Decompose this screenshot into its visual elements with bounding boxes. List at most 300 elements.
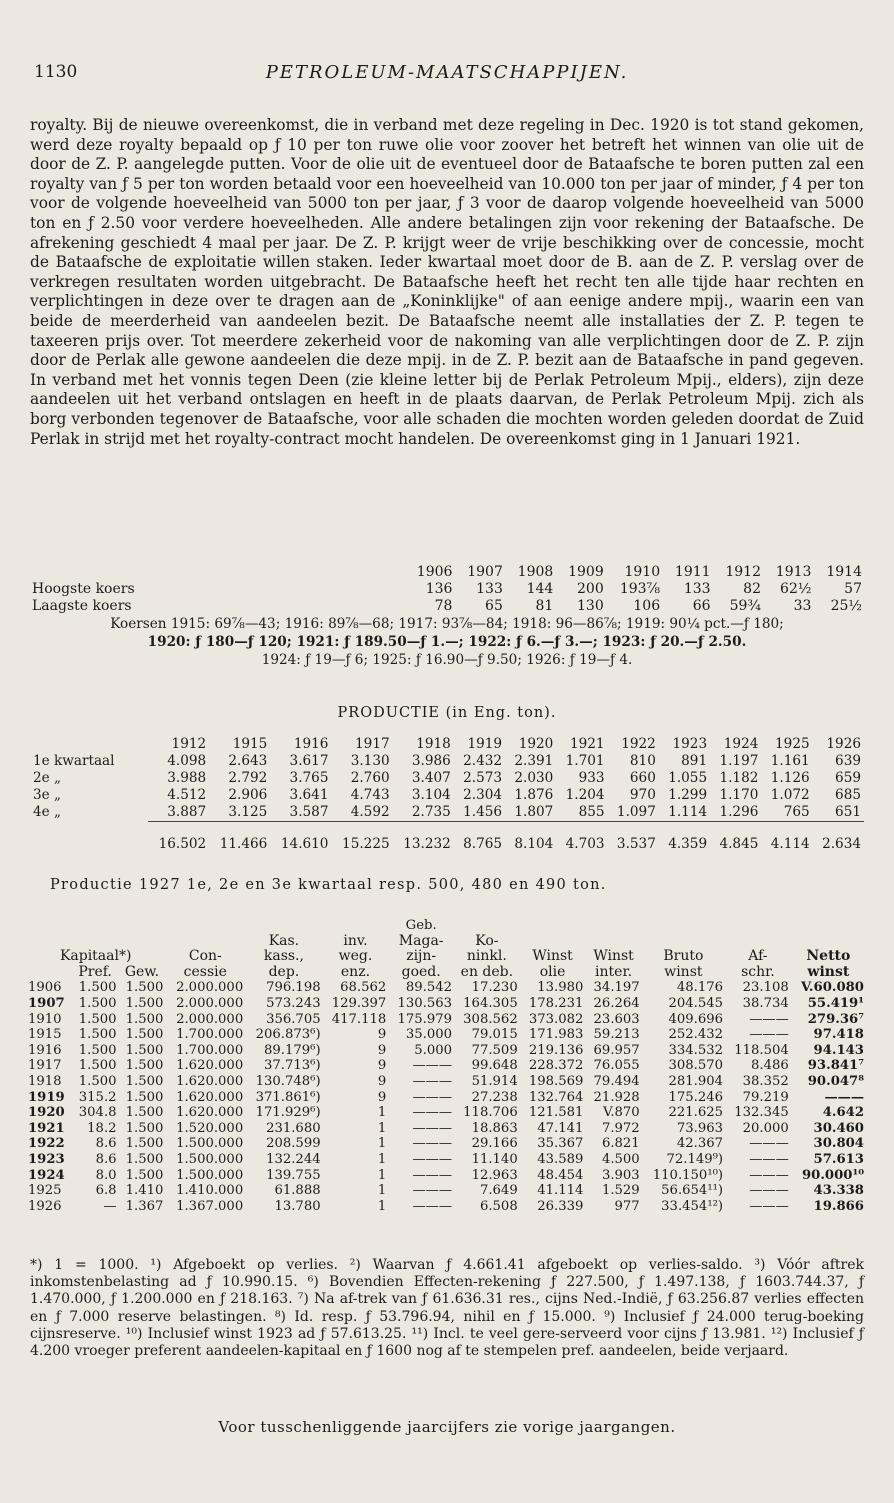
financial-value: 130.748⁶) — [255, 1073, 321, 1089]
financial-header-top — [26, 918, 866, 934]
financial-value: 1.500 — [125, 1058, 164, 1074]
financial-value: 171.983 — [528, 1027, 584, 1043]
financial-value: 206.873⁶) — [255, 1027, 321, 1043]
production-value: 2.643 — [228, 753, 268, 769]
quote-row — [30, 598, 864, 615]
financial-row — [26, 980, 866, 996]
price-quotes — [30, 564, 864, 669]
hdr-bruto-winst: winst — [664, 963, 703, 980]
quote-row — [30, 581, 864, 598]
hdr-weg: weg. — [338, 948, 373, 965]
production-total: 8.765 — [454, 822, 505, 854]
production-value: 1.170 — [719, 787, 759, 803]
financial-row — [26, 1168, 866, 1184]
production-year: 1919 — [467, 736, 503, 752]
hdr-winst-2: Winst — [593, 948, 634, 965]
production-total: 3.537 — [608, 822, 659, 854]
financial-value: 61.888 — [274, 1183, 321, 1199]
financial-value: 90.000¹⁰ — [801, 1167, 864, 1183]
financial-value: 1.500 — [78, 1011, 117, 1027]
financial-value: 1.520.000 — [176, 1120, 244, 1136]
production-value: 3.887 — [167, 804, 207, 820]
quote-year: 1908 — [517, 564, 554, 580]
financial-row — [26, 1121, 866, 1137]
financial-value: 281.904 — [668, 1073, 724, 1089]
production-value: 3.125 — [228, 804, 268, 820]
financial-row — [26, 1183, 866, 1199]
financial-value: 57.613 — [813, 1151, 864, 1167]
production-value: 4.743 — [350, 787, 390, 803]
financial-year: 1921 — [28, 1120, 65, 1136]
hdr-netto-winst: winst — [807, 963, 850, 980]
financial-value: ——— — [412, 1198, 453, 1214]
production-value: 2.906 — [228, 787, 268, 803]
hdr-gew: Gew. — [124, 963, 160, 980]
financial-value: 1.410 — [125, 1183, 164, 1199]
production-row — [30, 787, 864, 804]
financial-value: 1.500 — [125, 1151, 164, 1167]
financial-value: ——— — [412, 1105, 453, 1121]
financial-value: 977 — [614, 1198, 640, 1214]
financial-value: 11.140 — [471, 1151, 518, 1167]
financial-value: 48.176 — [676, 980, 724, 996]
quote-year: 1907 — [467, 564, 503, 580]
production-value: 1.204 — [565, 787, 605, 803]
financial-value: ——— — [412, 1120, 453, 1136]
financial-value: 8.486 — [750, 1058, 789, 1074]
financial-value: 1 — [377, 1167, 387, 1183]
financial-value: 41.114 — [537, 1183, 584, 1199]
financial-value: 33.454¹²) — [661, 1198, 724, 1214]
financial-value: 130.563 — [397, 995, 453, 1011]
financial-value: 208.599 — [266, 1136, 321, 1152]
production-total: 4.114 — [761, 822, 812, 854]
financial-value: 175.979 — [397, 1011, 453, 1027]
financial-value: 1.620.000 — [176, 1073, 244, 1089]
production-value: 2.432 — [463, 753, 503, 769]
production-value: 2.792 — [228, 770, 268, 786]
financial-value: 1.500 — [78, 995, 117, 1011]
production-year: 1918 — [416, 736, 451, 752]
financial-value: ——— — [412, 1073, 453, 1089]
production-title: PRODUCTIE (in Eng. ton). — [337, 705, 557, 721]
financial-value: 118.504 — [734, 1042, 789, 1058]
financial-value: ——— — [749, 1167, 789, 1183]
financial-row — [26, 1012, 866, 1028]
production-value: 659 — [835, 770, 861, 786]
hdr-af: Af- — [748, 948, 768, 965]
production-year: 1917 — [355, 736, 390, 752]
production-value: 2.573 — [463, 770, 503, 786]
financial-value: 89.179⁶) — [264, 1042, 321, 1058]
financial-value: 43.589 — [537, 1151, 584, 1167]
production-block — [30, 736, 864, 853]
financial-value: 26.339 — [537, 1198, 584, 1214]
financial-value: 7.649 — [479, 1183, 518, 1199]
financial-value: 356.705 — [266, 1011, 321, 1027]
financial-value: 315.2 — [78, 1089, 117, 1105]
financial-value: 417.118 — [331, 1011, 387, 1027]
production-value: 1.126 — [770, 770, 810, 786]
production-year: 1926 — [826, 736, 861, 752]
financial-year: 1922 — [28, 1136, 65, 1152]
financial-row — [26, 1105, 866, 1121]
financial-value: 20.000 — [742, 1120, 789, 1136]
financial-value: 13.980 — [537, 980, 584, 996]
production-value: 2.304 — [463, 787, 503, 803]
financial-table — [26, 918, 866, 1214]
financial-value: 99.648 — [471, 1058, 518, 1074]
financial-row — [26, 1027, 866, 1043]
financial-value: ——— — [749, 1151, 789, 1167]
production-value: 3.986 — [411, 753, 451, 769]
financial-value: 94.143 — [813, 1042, 864, 1058]
financial-year: 1919 — [28, 1089, 65, 1105]
quotes-note-2: 1920: ƒ 180—ƒ 120; 1921: ƒ 189.50—ƒ 1.—; 1922: ƒ 6.—ƒ 3.—; 1923: ƒ 20.—ƒ 2.50. — [147, 634, 747, 650]
quote-row-label: Laagste koers — [32, 598, 132, 614]
production-row — [30, 770, 864, 787]
financial-value: 1.367.000 — [176, 1198, 244, 1214]
production-value: 933 — [578, 770, 605, 786]
production-total: 4.703 — [556, 822, 607, 854]
financial-value: 1.500 — [125, 1089, 164, 1105]
production-value: 685 — [835, 787, 861, 803]
quote-value: 59¾ — [729, 598, 761, 614]
hdr-enz: enz. — [340, 963, 371, 980]
closing-line: Voor tusschenliggende jaarcijfers zie vorige jaargangen. — [218, 1418, 676, 1436]
production-value: 3.617 — [289, 753, 329, 769]
financial-header-sub — [26, 965, 866, 981]
production-value: 3.765 — [289, 770, 329, 786]
production-total: 11.466 — [209, 822, 270, 854]
financial-value: 1 — [377, 1151, 387, 1167]
production-total: 4.845 — [710, 822, 761, 854]
financial-value: ——— — [412, 1136, 453, 1152]
production-value: 1.456 — [463, 804, 503, 820]
financial-value: 1.620.000 — [176, 1058, 244, 1074]
production-year: 1912 — [171, 736, 207, 752]
financial-row — [26, 1074, 866, 1090]
financial-value: 6.508 — [479, 1198, 518, 1214]
hdr-con: Con- — [188, 948, 222, 965]
financial-value: 1.529 — [601, 1183, 640, 1199]
financial-value: 1.500 — [125, 995, 164, 1011]
financial-value: 4.642 — [822, 1105, 864, 1121]
financial-value: 29.166 — [471, 1136, 518, 1152]
financial-value: 9 — [377, 1027, 387, 1043]
financial-year: 1916 — [28, 1042, 62, 1058]
financial-year: 1925 — [28, 1183, 62, 1199]
quote-value: 82 — [743, 581, 761, 597]
production-value: 1.701 — [565, 753, 605, 769]
quote-value: 78 — [434, 598, 453, 614]
financial-value: 231.680 — [266, 1120, 321, 1136]
quote-value: 133 — [476, 581, 503, 597]
financial-value: 308.562 — [463, 1011, 518, 1027]
production-value: 2.760 — [350, 770, 390, 786]
financial-value: 27.238 — [471, 1089, 518, 1105]
financial-value: 8.0 — [95, 1167, 117, 1183]
financial-value: 9 — [377, 1089, 387, 1105]
quote-value: 193⅞ — [619, 581, 661, 597]
quote-value: 66 — [692, 598, 711, 614]
quote-year: 1909 — [568, 564, 604, 580]
hdr-olie: olie — [539, 963, 566, 980]
production-value: 855 — [578, 804, 605, 820]
financial-row — [26, 1058, 866, 1074]
financial-value: 34.197 — [593, 980, 640, 996]
running-title: PETROLEUM-MAATSCHAPPIJEN. — [265, 62, 629, 83]
production-value: 1.807 — [514, 804, 554, 820]
financial-value: 35.367 — [537, 1136, 584, 1152]
hdr-ninkl: ninkl. — [466, 948, 507, 965]
financial-value: 1.500 — [78, 1058, 117, 1074]
financial-value: 1.500 — [78, 1027, 117, 1043]
financial-value: 56.654¹¹) — [661, 1183, 724, 1199]
production-value: 1.182 — [719, 770, 759, 786]
production-value: 3.988 — [167, 770, 207, 786]
financial-value: 23.603 — [593, 1011, 640, 1027]
quote-year: 1912 — [725, 564, 761, 580]
financial-value: 3.903 — [601, 1167, 640, 1183]
production-year: 1925 — [775, 736, 810, 752]
financial-value: 48.454 — [537, 1167, 584, 1183]
production-total-row — [30, 822, 864, 854]
financial-year: 1918 — [28, 1073, 62, 1089]
quote-value: 65 — [485, 598, 503, 614]
production-value: 3.130 — [350, 753, 390, 769]
financial-value: 43.338 — [813, 1183, 864, 1199]
financial-value: 51.914 — [471, 1073, 518, 1089]
hdr-zijn: zijn- — [406, 948, 437, 965]
financial-value: 6.821 — [601, 1136, 640, 1152]
financial-value: 38.352 — [742, 1073, 789, 1089]
production-value: 2.391 — [514, 753, 554, 769]
financial-value: 252.432 — [668, 1027, 724, 1043]
financial-value: 13.780 — [274, 1198, 321, 1214]
production-value: 3.407 — [411, 770, 451, 786]
financial-value: 2.000.000 — [176, 980, 244, 996]
financial-value: 68.562 — [340, 980, 387, 996]
production-total: 15.225 — [331, 822, 392, 854]
financial-block — [26, 918, 866, 1214]
financial-value: 228.372 — [528, 1058, 584, 1074]
financial-value: 1 — [377, 1136, 387, 1152]
production-value: 891 — [681, 753, 708, 769]
financial-year: 1920 — [28, 1105, 65, 1121]
financial-value: 2.000.000 — [176, 995, 244, 1011]
financial-value: ——— — [412, 1089, 453, 1105]
production-note: Productie 1927 1e, 2e en 3e kwartaal resp. 500, 480 en 490 ton. — [50, 877, 607, 893]
production-value: 1.072 — [770, 787, 810, 803]
financial-value: 5.000 — [414, 1042, 453, 1058]
financial-value: 304.8 — [78, 1105, 117, 1121]
production-table — [30, 736, 864, 853]
financial-row — [26, 1136, 866, 1152]
production-value: 3.587 — [289, 804, 329, 820]
financial-value: 42.367 — [676, 1136, 724, 1152]
production-value: 810 — [629, 753, 656, 769]
financial-value: V.870 — [603, 1105, 640, 1121]
financial-value: 79.219 — [742, 1089, 789, 1105]
hdr-dep: dep. — [268, 963, 300, 980]
production-year: 1923 — [672, 736, 708, 752]
hdr-pref: Pref. — [78, 963, 112, 980]
production-total: 4.359 — [659, 822, 710, 854]
production-value: 1.876 — [514, 787, 554, 803]
hdr-kapitaal: Kapitaal*) — [59, 948, 132, 965]
production-row-label: 2e „ — [33, 770, 62, 786]
production-value: 1.097 — [616, 804, 656, 820]
financial-value: V.60.080 — [801, 980, 864, 996]
financial-header-mid — [26, 934, 866, 950]
production-value: 1.197 — [719, 753, 759, 769]
production-total: 2.634 — [813, 822, 864, 854]
financial-value: 373.082 — [528, 1011, 584, 1027]
financial-value: 97.418 — [813, 1027, 864, 1043]
financial-value: 72.149⁹) — [666, 1151, 724, 1167]
financial-value: 37.713⁶) — [264, 1058, 321, 1074]
financial-value: 18.863 — [471, 1120, 518, 1136]
financial-value: 19.866 — [813, 1198, 864, 1214]
financial-value: 1.500 — [125, 1105, 164, 1121]
financial-value: 89.542 — [405, 980, 453, 996]
financial-value: 1.500 — [78, 980, 117, 996]
financial-value: 2.000.000 — [176, 1011, 244, 1027]
quote-value: 25½ — [830, 598, 862, 614]
body-paragraph: royalty. Bij de nieuwe overeenkomst, die in verband met deze regeling in Dec. 1920 is tot stand gekomen, werd deze royalty bepaald op ƒ 10 per ton ruwe olie voor zoover het betreft het winnen van olie uit de door de Z. P. aangelegde putten. Voor de olie uit de eventueel door de Bataafsche te boren putten zal een royalty van ƒ 5 per ton worden betaald voor een hoeveelheid van 10.000 ton per jaar of minder, ƒ 4 per ton voor de volgende hoeveelheid van 5000 ton per jaar, ƒ 3 voor de daarop volgende hoeveelheid van 5000 ton en ƒ 2.50 voor verdere hoeveelheden. Alle andere betalingen zijn voor rekening der Bataafsche. De afrekening geschiedt 4 maal per jaar. De Z. P. krijgt weer de vrije beschikking over de concessie, mocht de Bataafsche de exploitatie willen staken. Ieder kwartaal moet door de B. aan de Z. P. verslag over de verkregen resultaten worden uitgebracht. De Bataafsche heeft het recht ten alle tijde haar rechten en verplichtingen in deze over te dragen aan de „Koninklijke" of aan eenige andere mpij., waarin een van beide de meerderheid van aandeelen bezit. De Bataafsche neemt alle installaties der Z. P. tegen te taxeeren prijs over. Tot meerdere zekerheid voor de nakoming van alle verplichtingen door de Z. P. zijn door de Perlak alle gewone aandeelen die deze mpij. in de Z. P. bezit aan de Bataafsche in pand gegeven. In verband met het vonnis tegen Deen (zie kleine letter bij de Perlak Petroleum Mpij., elders), zijn deze aandeelen uit het verband ontslagen en heeft in de plaats daarvan, de Perlak Petroleum Mpij. zich als borg verbonden tegenover de Bataafsche, voor alle schaden die mochten worden geleden doordat de Zuid Perlak in strijd met het royalty-contract mocht handelen. De overeenkomst ging in 1 Januari 1921. — [30, 116, 864, 448]
financial-year: 1910 — [28, 1011, 62, 1027]
production-row-label: 3e „ — [33, 787, 62, 803]
financial-year: 1906 — [28, 980, 62, 996]
financial-value: 55.419¹ — [807, 995, 864, 1011]
quote-value: 81 — [535, 598, 554, 614]
financial-year: 1907 — [28, 995, 65, 1011]
hdr-kass: kass., — [263, 948, 304, 965]
quote-value: 130 — [577, 598, 604, 614]
hdr-goed: goed. — [401, 963, 441, 980]
hdr-ko: Ko- — [475, 932, 499, 949]
production-value: 4.512 — [167, 787, 207, 803]
financial-value: 1.500 — [125, 1011, 164, 1027]
production-total: 13.232 — [393, 822, 454, 854]
hdr-maga: Maga- — [398, 932, 444, 949]
financial-value: 204.545 — [668, 995, 724, 1011]
production-total: 8.104 — [505, 822, 556, 854]
production-total: 16.502 — [148, 822, 209, 854]
financial-value: 59.213 — [593, 1027, 640, 1043]
financial-value: 110.150¹⁰) — [652, 1167, 724, 1183]
quote-year: 1910 — [624, 564, 661, 580]
financial-value: 76.055 — [593, 1058, 640, 1074]
financial-value: 47.141 — [537, 1120, 584, 1136]
hdr-geb: Geb. — [405, 918, 437, 933]
financial-value: 38.734 — [742, 995, 789, 1011]
financial-value: ——— — [412, 1058, 453, 1074]
production-value: 3.104 — [411, 787, 451, 803]
financial-year: 1917 — [28, 1058, 62, 1074]
financial-value: 6.8 — [95, 1183, 117, 1199]
production-row-label: 1e kwartaal — [33, 753, 115, 769]
financial-value: 219.136 — [528, 1042, 584, 1058]
quote-year: 1911 — [674, 564, 711, 580]
financial-value: 35.000 — [405, 1027, 453, 1043]
quotes-note-1: Koersen 1915: 69⅞—43; 1916: 89⅞—68; 1917: 93⅞—84; 1918: 96—86⅞; 1919: 90¼ pct.—ƒ 180; — [110, 616, 784, 632]
production-year: 1915 — [232, 736, 268, 752]
production-value: 765 — [783, 804, 810, 820]
financial-value: 1.500 — [78, 1073, 117, 1089]
financial-value: 308.570 — [668, 1058, 724, 1074]
financial-value: 9 — [377, 1042, 387, 1058]
production-row — [30, 804, 864, 822]
financial-value: 1 — [377, 1120, 387, 1136]
financial-value: ——— — [749, 1198, 789, 1214]
financial-value: 73.963 — [676, 1120, 724, 1136]
quote-year: 1906 — [416, 564, 453, 580]
hdr-cessie: cessie — [183, 963, 227, 980]
page-number: 1130 — [34, 62, 78, 82]
financial-year: 1915 — [28, 1027, 62, 1043]
financial-value: 17.230 — [471, 980, 518, 996]
financial-value: 171.929⁶) — [255, 1105, 321, 1121]
financial-value: 1.500 — [125, 1027, 164, 1043]
financial-value: 30.804 — [813, 1136, 864, 1152]
financial-value: 30.460 — [813, 1120, 864, 1136]
financial-value: 409.696 — [668, 1011, 724, 1027]
financial-value: 8.6 — [95, 1136, 117, 1152]
production-value: 1.161 — [770, 753, 810, 769]
production-total-blank — [30, 822, 148, 854]
financial-value: 90.047⁸ — [807, 1073, 864, 1089]
financial-value: 198.569 — [528, 1073, 584, 1089]
hdr-inv: inv. — [343, 932, 368, 949]
quote-value: 33 — [793, 598, 812, 614]
production-row — [30, 753, 864, 770]
financial-value: 371.861⁶) — [255, 1089, 321, 1105]
production-value: 1.299 — [668, 787, 708, 803]
financial-value: ——— — [749, 1183, 789, 1199]
quote-year: 1914 — [826, 564, 862, 580]
financial-row — [26, 996, 866, 1012]
production-year: 1916 — [293, 736, 329, 752]
financial-value: ——— — [412, 1167, 453, 1183]
production-value: 970 — [629, 787, 656, 803]
financial-year: 1924 — [28, 1167, 65, 1183]
quotes-table — [30, 564, 864, 615]
production-value: 660 — [629, 770, 656, 786]
production-value: 2.030 — [514, 770, 554, 786]
financial-value: 118.706 — [463, 1105, 518, 1121]
financial-value: 1.410.000 — [176, 1183, 244, 1199]
production-total: 14.610 — [270, 822, 331, 854]
financial-value: 1.500 — [125, 1120, 164, 1136]
production-year-row — [30, 736, 864, 753]
production-value: 1.055 — [668, 770, 708, 786]
financial-value: ——— — [749, 1136, 789, 1152]
quote-row-label: Hoogste koers — [32, 581, 135, 597]
financial-value: 93.841⁷ — [807, 1058, 864, 1074]
production-year: 1924 — [723, 736, 759, 752]
quote-value: 133 — [683, 581, 711, 597]
production-value: 2.735 — [411, 804, 451, 820]
financial-value: 1.500 — [125, 980, 164, 996]
production-value: 4.098 — [167, 753, 207, 769]
hdr-kas: Kas. — [268, 932, 300, 949]
hdr-winst-1: Winst — [532, 948, 573, 965]
production-row-label: 4e „ — [33, 804, 62, 821]
production-value: 651 — [835, 804, 861, 820]
financial-year: 1926 — [28, 1198, 62, 1214]
